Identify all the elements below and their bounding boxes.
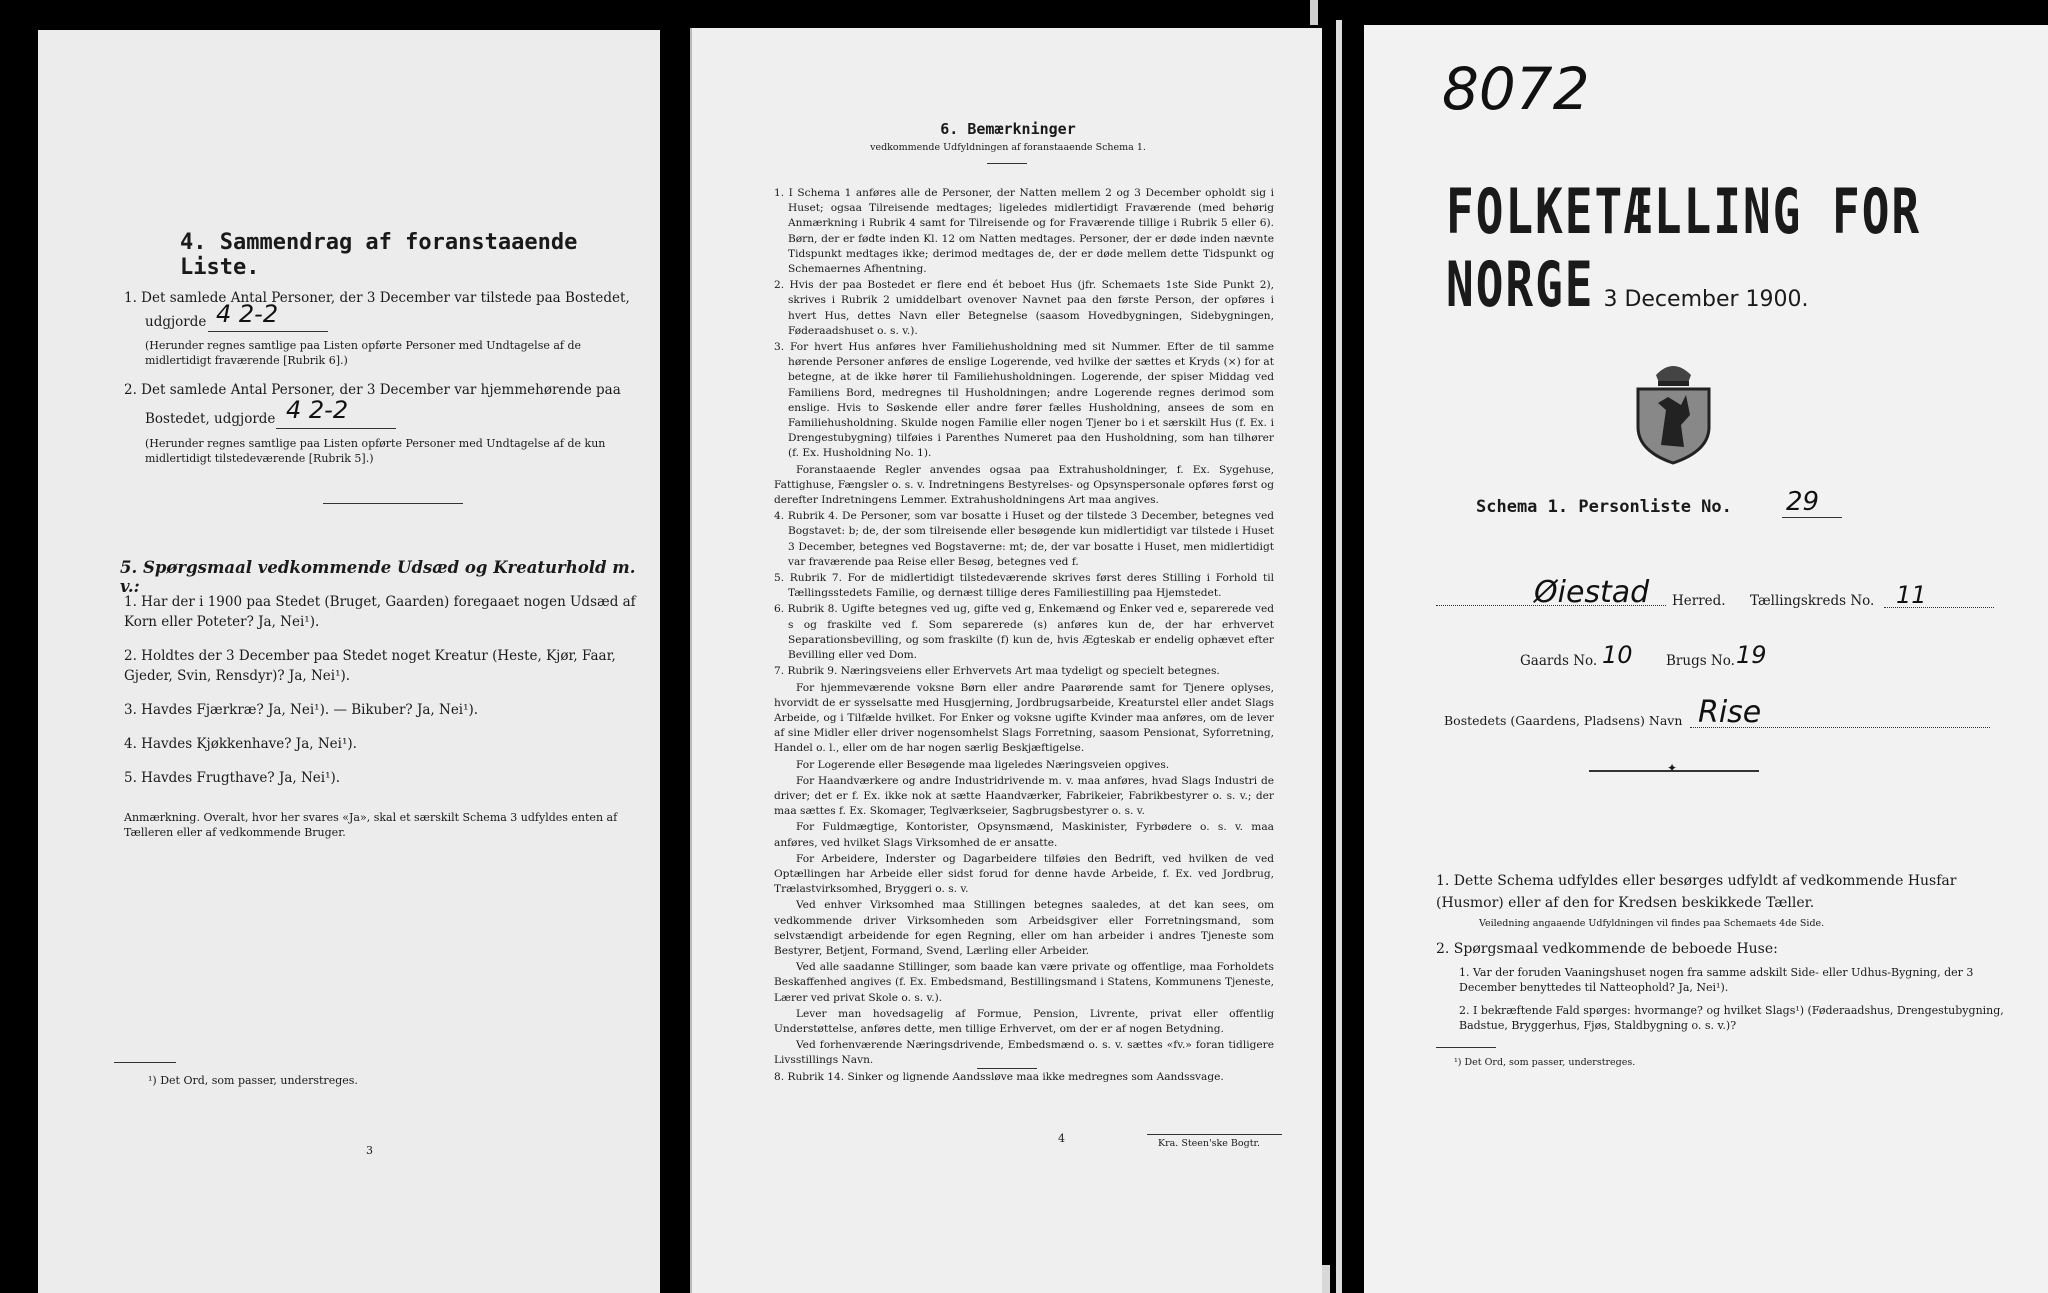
- remark-item: Ved alle saadanne Stillinger, som baade kan være private og offentlige, maa Forholdets Beskaffenhed angives (f. Ex. Embedsmand, Bestillingsmand i Statens, Kommunens Tjeneste, Lærer ved privat Skole o. s. v.).: [774, 961, 1274, 1004]
- remark-item: 3. For hvert Hus anføres hver Familiehusholdning med sit Nummer. Efter de til samme hørende Personer anføres de enslige Logerende, ved hvilke der sættes et Kryds (×) for at betegne, at de ikke hører til Familiehusholdningen. Logerende, der spiser Middag ved Familiens Bord, medregnes til Husholdningen; andre Logerende regnes derimod som enslige. Hvis to Søskende eller andre fører fælles Husholdning, ansees de som en Familiehusholdning. Skulde nogen Familie eller nogen Tjener bo i et særskilt Hus (f. Ex. i Drengestubygning) tilføies i Parenthes Numeret paa den Husholdning, som han tilhører (f. Ex. Husholdning No. 1).: [774, 341, 1274, 460]
- section5-item: 5. Havdes Frugthave? Ja, Nei¹).: [124, 770, 341, 786]
- remark-item: For hjemmeværende voksne Børn eller andre Paarørende samt for Tjenere oplyses, hvorvidt de er sysselsatte med Husgjerning, Jordbrugsarbeide, Kreaturstel eller andet Slags Arbeide, og i Tilfælde hvilket. For Enker og voksne ugifte Kvinder maa anføres, om de lever af sine Midler eller driver nogensomhelst Slags Forretning, saasom Pensionat, Syforretning, Handel o. l., eller om de har nogen særlig Beskjæftigelse.: [774, 681, 1274, 755]
- remark-item: For Arbeidere, Inderster og Dagarbeidere tilføies den Bedrift, ved hvilken de ved Optællingen har Arbeide eller sidst forud for denne havde Arbeide, f. Ex. ved Jordbrug, Trælastvirksomhed, Bryggeri o. s. v.: [774, 852, 1274, 896]
- footnote: ¹) Det Ord, som passer, understreges.: [148, 1074, 358, 1087]
- section5-list: [124, 592, 644, 802]
- stacked-sheet-edge: [1336, 20, 1342, 1293]
- herred-line: [1436, 605, 1666, 606]
- q2-note: (Herunder regnes samtlige paa Listen opførte Personer med Undtagelse af de kun midlertidigt tilstedeværende [Rubrik 5].): [145, 437, 606, 465]
- remark-item: 7. Rubrik 9. Næringsveiens eller Erhvervets Art maa tydeligt og specielt betegnes.: [774, 665, 1220, 678]
- main-title: FOLKETÆLLING FOR NORGE: [1446, 175, 1922, 321]
- q1-handwritten-count: 4 2-2: [216, 300, 279, 328]
- left-page: [38, 30, 660, 1293]
- kreds-number-handwritten: 11: [1896, 581, 1927, 609]
- section5-item: 1. Har der i 1900 paa Stedet (Bruget, Gaarden) foregaaet nogen Udsæd af Korn eller Poteter? Ja, Nei¹).: [124, 594, 636, 630]
- remark-item: Ved forhenværende Næringsdrivende, Embedsmænd o. s. v. sættes «fv.» foran tidligere Livsstillings Navn.: [774, 1039, 1274, 1067]
- section5-title: 5. Spørgsmaal vedkommende Udsæd og Kreaturhold m. v.:: [120, 558, 636, 596]
- q2-answer-line: [276, 428, 396, 429]
- footnote-rule: [114, 1062, 176, 1063]
- middle-page: [690, 28, 1322, 1293]
- gaards-label: Gaards No.: [1520, 653, 1598, 669]
- herred-handwritten: Øiestad: [1534, 575, 1650, 610]
- section5-item: 4. Havdes Kjøkkenhave? Ja, Nei¹).: [124, 736, 357, 752]
- title-rule: [987, 163, 1027, 164]
- remark-item: 1. I Schema 1 anføres alle de Personer, der Natten mellem 2 og 3 December opholdt sig i Huset; ogsaa Tilreisende medtages; ligeledes midlertidigt Fraværende (med behørig Anmærkning i Rubrik 4 samt for Tilreisende og for Fraværende tillige i Rubrik 5 eller 6). Børn, der er fødte inden Kl. 12 om Natten medtages. Personer, der er døde inden nævnte Tidspunkt medtages ikke; derimod medtages de, der er døde mellem dette Tidspunkt og Schemaernes Afhentning.: [774, 187, 1274, 276]
- remark-item: Ved enhver Virksomhed maa Stillingen betegnes saaledes, at det kan sees, om vedkommende driver Virksomheden som Arbeidsgiver eller Forretningsmand, som selvstændigt arbeidende for egen Regning, eller om han arbeider i andres Tjeneste som Bestyrer, Betjent, Formand, Svend, Lærling eller Arbeider.: [774, 899, 1274, 957]
- q1-label: udgjorde: [145, 314, 207, 330]
- right-page: [1364, 25, 2048, 1293]
- remark-item: 6. Rubrik 8. Ugifte betegnes ved ug, gifte ved g, Enkemænd og Enker ved e, separerede ved s og fraskilte ved f. Som separerede (s) anføres kun de, der har erhvervet Separationsbevilling, og som fraskilte (f) kun de, hvis Ægteskab er endelig ophævet efter Bevilling eller ved Dom.: [774, 603, 1274, 662]
- brugs-number-handwritten: 19: [1736, 641, 1767, 669]
- q2-label: Bostedet, udgjorde: [145, 411, 276, 427]
- ornament-icon: ✦: [1667, 761, 1678, 775]
- printer-rule: [1147, 1134, 1282, 1135]
- remark-item: 5. Rubrik 7. For de midlertidigt tilstedeværende skrives først deres Stilling i Forhold til Tællingsstedets Familie, og dernæst tillige deres Familiestilling paa Hjemstedet.: [774, 572, 1274, 600]
- bosted-label: Bostedets (Gaardens, Pladsens) Navn: [1444, 713, 1683, 728]
- instruction-1: 1. Dette Schema udfyldes eller besørges udfyldt af vedkommende Husfar (Husmor) eller af den for Kredsen beskikkede Tæller.: [1436, 873, 1957, 911]
- section5-item: 2. Holdtes der 3 December paa Stedet noget Kreatur (Heste, Kjør, Faar, Gjeder, Svin, Rensdyr)? Ja, Nei¹).: [124, 648, 616, 684]
- remark-item: For Logerende eller Besøgende maa ligeledes Næringsveien opgives.: [796, 758, 1170, 771]
- printer-imprint: Kra. Steen'ske Bogtr.: [1158, 1138, 1261, 1149]
- instruction-2-item: 2. I bekræftende Fald spørges: hvormange? og hvilket Slags¹) (Føderaadshus, Drengestubygning, Badstue, Bryggerhus, Fjøs, Staldbygning o. s. v.)?: [1459, 1004, 2004, 1032]
- remark-item: Lever man hovedsagelig af Formue, Pension, Livrente, privat eller offentlig Understøttelse, anføres dette, men tillige Erhvervet, om der er af nogen Betydning.: [774, 1007, 1274, 1035]
- instruction-2-list: [1459, 965, 2004, 1041]
- remark-item: Foranstaaende Regler anvendes ogsaa paa Extrahusholdninger, f. Ex. Sygehuse, Fattighuse, Fængsler o. s. v. Indretningens Bestyrelses- og Opsynspersonale opføres først og derefter Indretningens Lemmer. Extrahusholdningens Art maa angives.: [774, 463, 1274, 507]
- stacked-sheet-edge: [1310, 0, 1318, 25]
- footnote-rule: [1436, 1047, 1496, 1048]
- remark-item: For Fuldmægtige, Kontorister, Opsynsmænd, Maskinister, Fyrbødere o. s. v. maa anføres, ved hvilket Slags Virksomhed de er ansatte.: [774, 821, 1274, 849]
- remarks-title: 6. Bemærkninger: [940, 120, 1076, 138]
- remarks-subtitle: vedkommende Udfyldningen af foranstaaende Schema 1.: [870, 142, 1146, 153]
- herred-label: Herred.: [1672, 593, 1726, 609]
- kreds-line: [1884, 607, 1994, 608]
- remark-item: For Haandværkere og andre Industridrivende m. v. maa anføres, hvad Slags Industri de driver; det er f. Ex. ikke nok at sætte Haandværker, Fabrikeier, Fabrikbestyrer o. s. v.; der maa sættes f. Ex. Skomager, Teglværkseier, Sagbrugsbestyrer o. s. v.: [774, 774, 1274, 818]
- q1-note: (Herunder regnes samtlige paa Listen opførte Personer med Undtagelse af de midlertidigt fraværende [Rubrik 6].): [145, 339, 582, 367]
- coat-of-arms-icon: [1626, 355, 1721, 465]
- section4-title: 4. Sammendrag af foranstaaende Liste.: [180, 230, 578, 280]
- schema-label: Schema 1. Personliste No.: [1476, 497, 1732, 517]
- bosted-name-handwritten: Rise: [1698, 695, 1762, 730]
- brugs-label: Brugs No.: [1666, 653, 1735, 669]
- bosted-line: [1690, 727, 1990, 728]
- q2-text: 2. Det samlede Antal Personer, der 3 December var hjemmehørende paa: [124, 382, 621, 398]
- remark-item: 4. Rubrik 4. De Personer, som var bosatte i Huset og der tilstede 3 December, betegnes ved Bogstavet: b; de, der som tilreisende eller besøgende kun midlertidigt var tilstede i Huset 3 December, betegnes ved Bogstaverne: mt; de, der var bosatte i Huset, men midlertidigt var fraværende paa Reise eller Besøg, betegnes ved f.: [774, 510, 1274, 568]
- end-rule: [977, 1068, 1037, 1069]
- remark-item: 2. Hvis der paa Bostedet er flere end ét beboet Hus (jfr. Schemaets 1ste Side Punkt 2), skrives i Rubrik 2 umiddelbart ovenover Navnet paa den første Person, der opføres i hvert Hus, dettes Navn eller Betegnelse (saasom Hovedbygningen, Sidebygningen, Føderaadshuset o. s. v.).: [774, 279, 1274, 337]
- q1-text: 1. Det samlede Antal Personer, der 3 December var tilstede paa Bostedet,: [124, 290, 630, 306]
- remarks-list: [774, 186, 1274, 1086]
- personliste-number-handwritten: 29: [1786, 487, 1820, 517]
- page-number: 3: [366, 1144, 373, 1157]
- instruction-2-item: 1. Var der foruden Vaaningshuset nogen fra samme adskilt Side- eller Udhus-Bygning, der 3 December benyttedes til Natteophold? Ja, Nei¹).: [1459, 966, 1974, 994]
- kreds-label: Tællingskreds No.: [1750, 593, 1875, 609]
- remark-item: 8. Rubrik 14. Sinker og lignende Aandssløve maa ikke medregnes som Aandssvage.: [774, 1070, 1224, 1083]
- q1-answer-line: [208, 331, 328, 332]
- section5-item: 3. Havdes Fjærkræ? Ja, Nei¹). — Bikuber? Ja, Nei¹).: [124, 702, 479, 718]
- q2-handwritten-count: 4 2-2: [286, 396, 349, 424]
- gaards-number-handwritten: 10: [1602, 641, 1633, 669]
- archive-number-handwritten: 8072: [1442, 55, 1590, 123]
- census-date: 3 December 1900.: [1603, 287, 1809, 312]
- instruction-2: 2. Spørgsmaal vedkommende de beboede Huse:: [1436, 941, 1778, 957]
- footnote: ¹) Det Ord, som passer, understreges.: [1454, 1057, 1636, 1068]
- separator-rule: [323, 503, 463, 504]
- page-number: 4: [1058, 1132, 1065, 1145]
- instruction-1-note: Veiledning angaaende Udfyldningen vil findes paa Schemaets 4de Side.: [1479, 918, 1825, 929]
- anmerkning-note: Anmærkning. Overalt, hvor her svares «Ja», skal et særskilt Schema 3 udfyldes enten af Tælleren eller af vedkommende Bruger.: [124, 811, 618, 839]
- personliste-line: [1782, 517, 1842, 518]
